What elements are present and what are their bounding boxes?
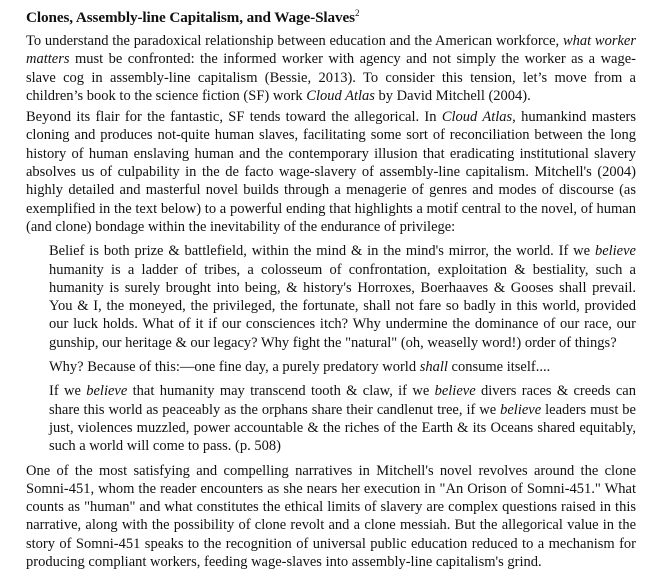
- para1-text-a: To understand the paradoxical relationship between education and the American workforce,: [26, 33, 563, 49]
- quote3-emphasis-believe-2: believe: [434, 383, 476, 400]
- quote-paragraph-why: [49, 358, 636, 376]
- quote3-text-d: leaders must be just, violences muzzled, power accountable & the riches of the Earth & its Oceans shared equitably, such a world will come to pass. (p. 508): [49, 401, 636, 455]
- quote3-emphasis-believe-3: believe: [500, 401, 542, 418]
- para2-text-a: Beyond its flair for the fantastic, SF tends toward the allegorical. In: [26, 109, 442, 126]
- quote1-text-a: Belief is both prize & battlefield, within the mind & in the mind's mirror, the world. If we: [49, 243, 595, 260]
- para2-book-title-cloud-atlas: Cloud Atlas: [441, 109, 513, 126]
- block-quotation: [26, 242, 636, 455]
- quote3-text-c: divers races & creeds can share this world as peaceably as the orphans share their candlenut tree, if we: [49, 383, 636, 418]
- para1-text-b: must be confronted: the informed worker with agency and not simply the worker as a wage-slave cog in assembly-line capitalism (Bessie, 2013). To consider this tension, let’s move from a children’s book to the science fiction (SF) work: [26, 51, 636, 104]
- quote-paragraph-belief: [49, 242, 636, 352]
- quote-paragraph-transcend: [49, 382, 636, 455]
- quote3-text-b: that humanity may transcend tooth & claw, if we: [127, 383, 435, 400]
- quote1-text-b: humanity is a ladder of tribes, a colosseum of confrontation, exploitation & bestiality, such a humanity is surely brought into being, & history's Horroxes, Boerhaaves & Gooses shall prevail. You & I, the moneyed, the privileged, the fortunate, shall not fare so badly in this world, provided our luck holds. What of it if our consciences itch? Why undermine the dominance of our race, our gunship, our heritage & our legacy? Why fight the "natural" (oh, weaselly word!) order of things?: [49, 261, 636, 351]
- quote1-emphasis-believe: believe: [594, 243, 636, 260]
- paragraph-cloud-atlas: [26, 108, 636, 236]
- quote3-text-a: If we: [49, 383, 87, 400]
- quote3-emphasis-believe-1: believe: [86, 383, 128, 400]
- footnote-marker[interactable]: 2: [354, 7, 360, 18]
- section-heading: [26, 8, 636, 28]
- paragraph-somni-451: One of the most satisfying and compelling narratives in Mitchell's novel revolves around the clone Somni-451, whom the reader encounters as she nears her execution in "An Orison of Somni-451." What counts as "human" and what constitutes the ethical limits of slavery are complex questions raised in this narrative, along with the possibility of clone revolt and a clone messiah. But the allegorical value in the story of Somni-451 speaks to the recognition of universal public education reduced to a mechanism for producing compliant workers, feeding wage-slaves into assembly-line capitalism's grind.: [26, 462, 636, 571]
- paragraph-intro: [26, 32, 636, 105]
- quote2-text-a: Why? Because of this:—one fine day, a purely predatory world: [49, 359, 420, 376]
- para1-book-title-cloud-atlas: Cloud Atlas: [306, 87, 375, 104]
- quote2-emphasis-shall: shall: [419, 359, 448, 376]
- section-heading-text: Clones, Assembly-line Capitalism, and Wage-Slaves: [26, 9, 355, 26]
- para1-emphasis-what-worker-matters: what worker matters: [26, 33, 636, 68]
- quote2-text-b: consume itself....: [447, 359, 551, 376]
- para2-text-b: , humankind masters cloning and produces not-quite human slaves, facilitating some sort of reconciliation between the long history of human enslaving human and the contemporary illusion that eradicating institutional slavery absolves us of culpability in the de facto wage-slavery of assembly-line capitalism. Mitchell's (2004) highly detailed and masterful novel builds through a menagerie of genres and modes of discourse (as exemplified in the text below) to a powerful ending that highlights a motif central to the novel, of human (and clone) bondage within the inevitability of the endurance of privilege:: [26, 109, 636, 235]
- para1-text-c: by David Mitchell (2004).: [374, 87, 531, 104]
